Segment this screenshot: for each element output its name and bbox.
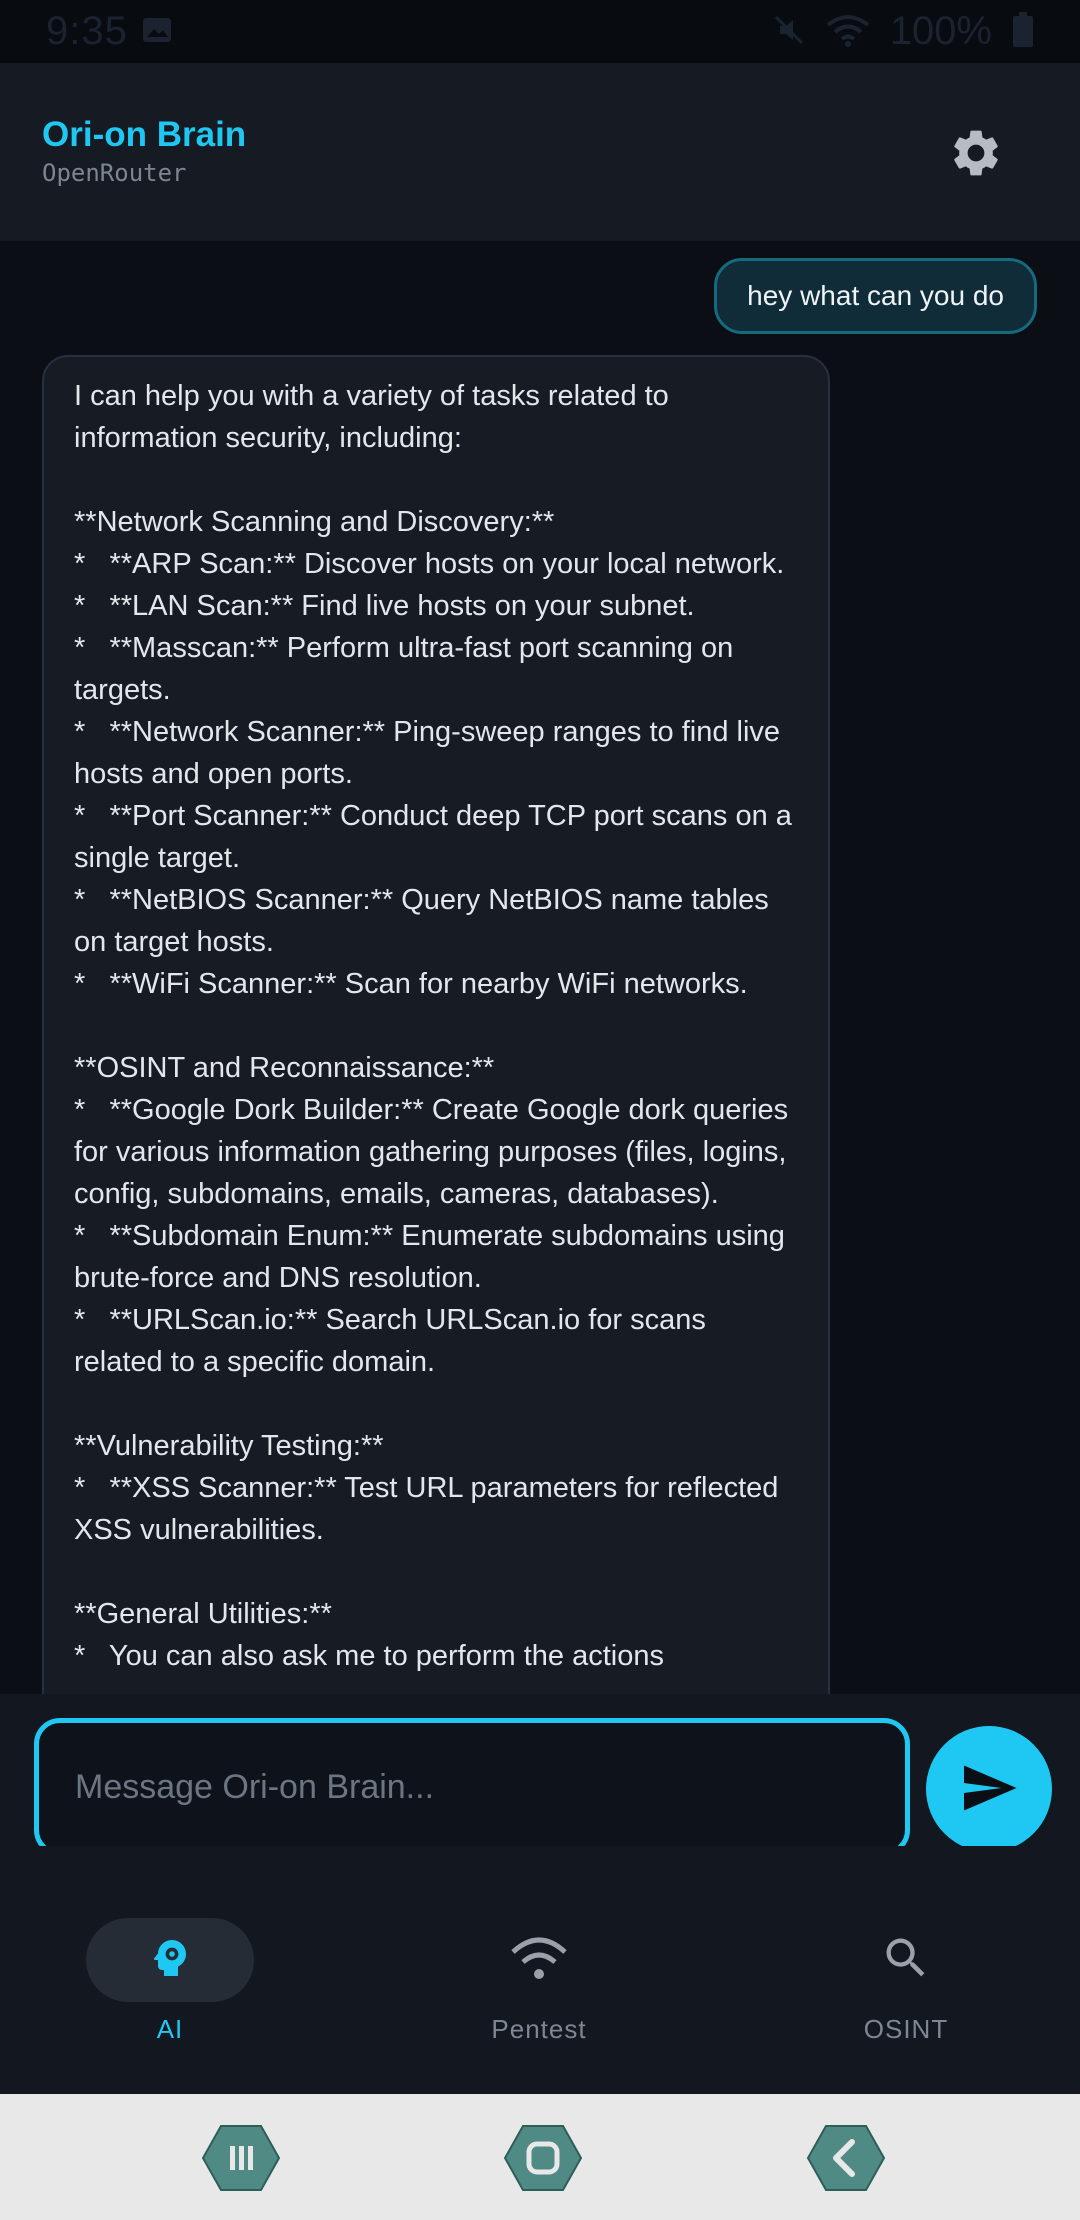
- user-message-bubble: hey what can you do: [714, 258, 1037, 334]
- send-icon: [959, 1758, 1019, 1821]
- back-icon: [806, 2124, 886, 2196]
- wifi-icon: [509, 1934, 569, 1986]
- chat-area[interactable]: [0, 241, 1080, 1694]
- home-icon: [503, 2124, 583, 2196]
- nav-item-pentest[interactable]: [419, 1918, 659, 2088]
- nav-label-ai: AI: [156, 2014, 184, 2044]
- mute-icon: [772, 13, 806, 51]
- home-button[interactable]: [503, 2126, 583, 2194]
- nav-item-osint[interactable]: [786, 1918, 1026, 2088]
- settings-button[interactable]: [938, 117, 1014, 193]
- nav-label-osint: OSINT: [863, 2014, 949, 2044]
- back-button[interactable]: [806, 2126, 886, 2194]
- search-icon: [880, 1932, 932, 1988]
- message-input[interactable]: [34, 1718, 910, 1856]
- nav-item-ai[interactable]: [50, 1918, 290, 2088]
- status-bar: [0, 0, 1080, 63]
- app-title: Ori-on Brain: [42, 115, 247, 154]
- composer: [0, 1694, 1080, 1846]
- send-button[interactable]: [926, 1726, 1052, 1852]
- system-nav-bar: [0, 2094, 1080, 2220]
- recents-button[interactable]: [201, 2126, 281, 2194]
- assistant-message-bubble: I can help you with a variety of tasks related to information security, including: **Network Scanning and Discovery:** * **ARP Scan:** Discover hosts on your local network. * **LAN Scan:** Find live hosts on your subnet. * **Masscan:** Perform ultra-fast port scanning on targets. * **Network Scanner:** Ping-sweep ranges to find live hosts and open ports. * **Port Scanner:** Conduct deep TCP port scans on a single target. * **NetBIOS Scanner:** Query NetBIOS name tables on target hosts. * **WiFi Scanner:** Scan for nearby WiFi networks. **OSINT and Reconnaissance:** * **Google Dork Builder:** Create Google dork queries for various information gathering purposes (files, logins, config, subdomains, emails, cameras, databases). * **Subdomain Enum:** Enumerate subdomains using brute-force and DNS resolution. * **URLScan.io:** Search URLScan.io for scans related to a specific domain. **Vulnerability Testing:** * **XSS Scanner:** Test URL parameters for reflected XSS vulnerabilities. **General Utilities:** * You can also ask me to perform the actions: [42, 355, 830, 1694]
- nav-label-pentest: Pentest: [491, 2014, 587, 2044]
- gear-icon: [948, 125, 1004, 185]
- app-subtitle: OpenRouter: [42, 159, 187, 187]
- battery-icon: [1012, 12, 1034, 52]
- status-time: 9:35: [46, 9, 128, 53]
- image-icon: [142, 17, 172, 47]
- brain-icon: [146, 1934, 194, 1986]
- app-bar: [0, 63, 1080, 241]
- wifi-icon: [826, 13, 870, 51]
- battery-percent: 100%: [889, 9, 992, 53]
- recents-icon: [201, 2124, 281, 2196]
- bottom-nav: [0, 1846, 1080, 2094]
